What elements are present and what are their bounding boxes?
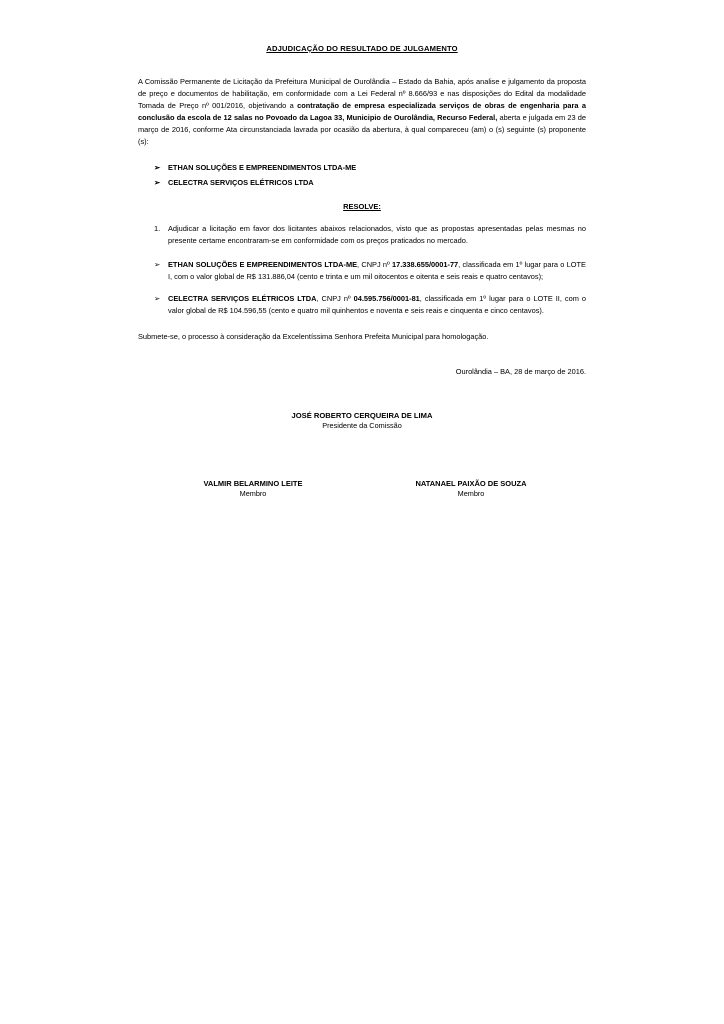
arrow-bullet-icon: ➢	[154, 260, 161, 270]
awards-list	[138, 259, 586, 316]
closing-paragraph: Submete-se, o processo à consideração da Excelentíssima Senhora Prefeita Municipal para homologação.	[138, 331, 489, 341]
page-title: ADJUDICAÇÃO DO RESULTADO DE JULGAMENTO	[266, 44, 458, 53]
member-name: VALMIR BELARMINO LEITE	[203, 479, 303, 489]
list-item	[138, 259, 586, 283]
award-detail: , classificada em 1º lugar para o LOTE II, com o valor global de R$ 104.596,55 (cento e quatro mil quinhentos e noventa e seis reais e cinquenta e cinco centavos).	[168, 294, 586, 315]
award-company-name: CELECTRA SERVIÇOS ELÉTRICOS LTDA	[168, 294, 317, 304]
place-and-date: Ourolândia – BA, 28 de março de 2016.	[455, 366, 586, 376]
member-signature-block	[376, 478, 566, 500]
members-signature-row	[138, 478, 586, 500]
award-cnpj-value: 04.595.756/0001-81	[353, 294, 420, 304]
intro-text-part-2: aberta e julgada em 23 de março de 2016, conforme Ata circunstanciada lavrada por ocasião da abertura, à qual compareceu (am) o (s) seguinte (s) proponente (s):	[138, 112, 586, 146]
award-company-name: ETHAN SOLUÇÕES E EMPREENDIMENTOS LTDA-ME	[168, 260, 358, 270]
numbered-items-list	[138, 223, 586, 247]
list-item	[138, 162, 586, 174]
resolve-heading: RESOLVE:	[343, 202, 381, 212]
intro-text-bold: contratação de empresa especializada serviços de obras de engenharia para a conclusão da escola de 12 salas no Povoado da Lagoa 33, Municipio de Ourolândia, Recurso Federal,	[138, 100, 586, 122]
president-signature-block	[138, 410, 586, 432]
award-detail: , classificada em 1º lugar para o LOTE I, com o valor global de R$ 131.886,04 (cento e trinta e um mil oitocentos e oitenta e seis reais e quatro centavos);	[168, 260, 586, 282]
intro-paragraph	[138, 76, 586, 148]
member-signature-block	[158, 478, 348, 500]
award-cnpj-label: , CNPJ nº	[316, 294, 354, 304]
member-role: Membro	[239, 489, 267, 499]
president-role: Presidente da Comissão	[322, 421, 402, 431]
arrow-bullet-icon: ➢	[154, 177, 161, 187]
member-name: NATANAEL PAIXÃO DE SOUZA	[415, 479, 527, 489]
bidder-name: CELECTRA SERVIÇOS ELÉTRICOS LTDA	[168, 177, 314, 187]
list-item	[138, 293, 586, 317]
arrow-bullet-icon: ➢	[154, 162, 161, 172]
award-cnpj-label: , CNPJ nº	[357, 260, 392, 270]
list-item: Adjudicar a licitação em favor dos licitantes abaixos relacionados, visto que as propostas apresentadas pelas mesmas no presente certame encontraram-se em conformidade com os preços praticados no mercado.	[168, 224, 586, 246]
bidder-name: ETHAN SOLUÇÕES E EMPREENDIMENTOS LTDA-ME	[168, 162, 357, 172]
bidders-list	[138, 162, 586, 189]
president-name: JOSÉ ROBERTO CERQUEIRA DE LIMA	[291, 410, 433, 420]
document-body	[138, 40, 586, 500]
list-item	[138, 177, 586, 189]
member-role: Membro	[457, 489, 485, 499]
award-cnpj-value: 17.338.655/0001-77	[392, 260, 459, 270]
arrow-bullet-icon: ➢	[154, 294, 161, 304]
intro-text-part-1: A Comissão Permanente de Licitação da Prefeitura Municipal de Ourolândia – Estado da Bahia, após analise e julgamento da proposta de preço e documentos de habilitação, em conformidade com a Lei Federal nº 8.666/93 e nas disposições do Edital da modalidade Tomada de Preço nº 001/2016, objetivando a	[138, 76, 586, 110]
